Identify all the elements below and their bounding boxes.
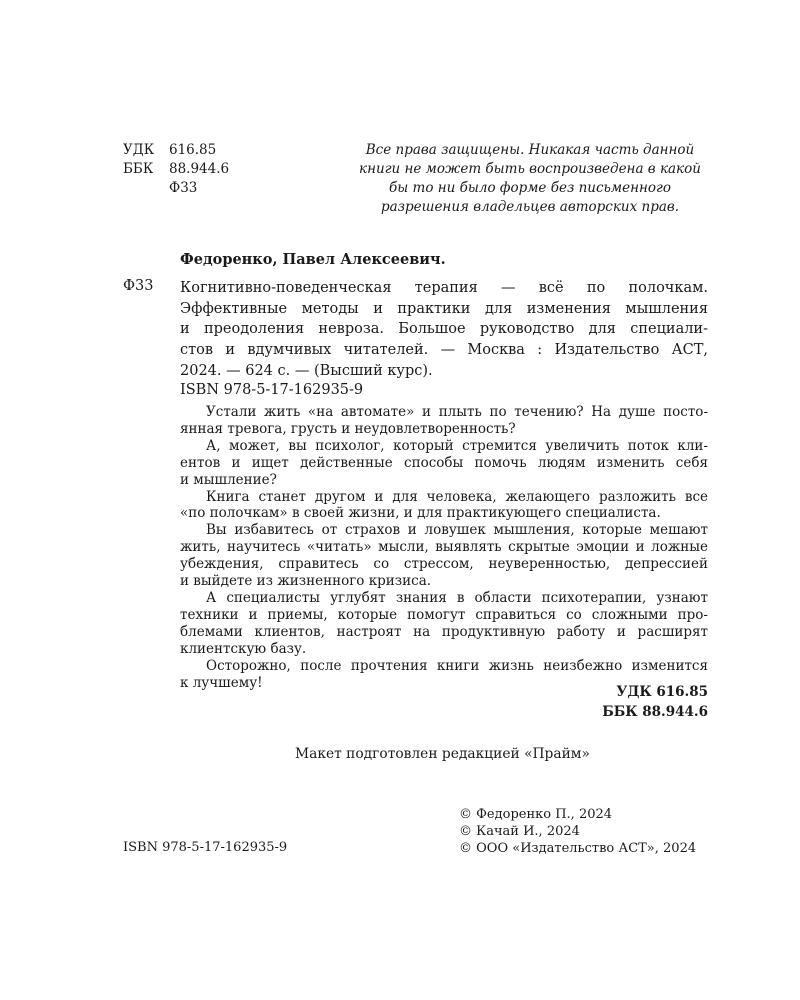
annotation <box>180 404 708 691</box>
catalog-line: 2024. — 624 с. — (Высший курс). <box>180 362 433 379</box>
annotation-line: А, может, вы психолог, который стремится увеличить поток кли- <box>206 437 708 454</box>
copyright-line: © ООО «Издательство АСТ», 2024 <box>459 841 697 856</box>
annotation-line: клиентскую базу. <box>180 640 307 657</box>
author-index-code: Ф33 <box>123 278 154 294</box>
annotation-line: А специалисты углубят знания в области психотерапии, узнают <box>206 589 708 606</box>
catalog-line: Когнитивно-поведенческая терапия — всё по полочкам. <box>180 280 708 296</box>
udk-label: УДК <box>123 142 155 158</box>
annotation-line: Устали жить «на автомате» и плыть по течению? На душе посто- <box>206 404 708 420</box>
bottom-classification-codes <box>602 683 708 722</box>
catalog-line: Эффективные методы и практики для изменения мышления <box>180 300 708 317</box>
annotation-line: «по полочкам» в своей жизни, и для практикующего специалиста. <box>180 505 661 522</box>
annotation-line: ентов и ищет действенные способы помочь людям изменить себя <box>180 454 708 471</box>
bottom-udk: УДК 616.85 <box>616 684 708 700</box>
annotation-line: Вы избавитесь от страхов и ловушек мышления, которые мешают <box>206 522 708 539</box>
annotation-line: янная тревога, грусть и неудовлетворенность? <box>180 420 516 437</box>
bottom-bbk: ББК 88.944.6 <box>602 703 708 720</box>
rights-line: бы то ни было форме без письменного <box>389 180 671 196</box>
author-heading: Федоренко, Павел Алексеевич. <box>180 251 446 268</box>
udk-value: 616.85 <box>169 142 217 158</box>
author-mark-row <box>123 179 229 198</box>
rights-line: книги не может быть воспроизведена в какой <box>359 161 701 177</box>
annotation-line: и выйдете из жизненного кризиса. <box>180 573 432 590</box>
catalog-description <box>180 278 708 382</box>
annotation-line: Осторожно, после прочтения книги жизнь неизбежно изменится <box>206 657 708 674</box>
isbn-bottom: ISBN 978-5-17-162935-9 <box>123 840 288 855</box>
bbk-row <box>123 160 229 179</box>
bbk-label: ББК <box>123 161 154 177</box>
rights-notice <box>348 141 712 217</box>
annotation-line: убеждения, справитесь со стрессом, неуверенностью, депрессией <box>180 556 708 573</box>
annotation-line: жить, научитесь «читать» мысли, выявлять скрытые эмоции и ложные <box>180 539 708 556</box>
udk-row <box>123 141 229 160</box>
rights-line: разрешения владельцев авторских прав. <box>380 199 680 215</box>
prepared-by-note: Макет подготовлен редакцией «Прайм» <box>295 746 590 762</box>
annotation-line: блемами клиентов, настроят на продуктивную работу и расширят <box>180 623 708 640</box>
classification-codes <box>123 141 229 198</box>
rights-line: Все права защищены. Никакая часть данной <box>365 142 695 158</box>
catalog-line: и преодоления невроза. Большое руководство для специали- <box>180 321 708 338</box>
copyright-notices <box>459 806 696 857</box>
author-mark-value: Ф33 <box>169 180 198 196</box>
copyright-line: © Федоренко П., 2024 <box>459 807 613 822</box>
annotation-line: к лучшему! <box>180 674 263 691</box>
catalog-line: стов и вдумчивых читателей. — Москва : Издательство АСТ, <box>180 342 708 359</box>
bbk-value: 88.944.6 <box>169 161 230 177</box>
copyright-line: © Качай И., 2024 <box>459 824 580 839</box>
annotation-line: техники и приемы, которые помогут справиться со сложными про- <box>180 606 708 623</box>
annotation-line: Книга станет другом и для человека, желающего разложить все <box>206 488 708 505</box>
annotation-line: и мышление? <box>180 471 277 488</box>
isbn-main: ISBN 978-5-17-162935-9 <box>180 382 364 398</box>
